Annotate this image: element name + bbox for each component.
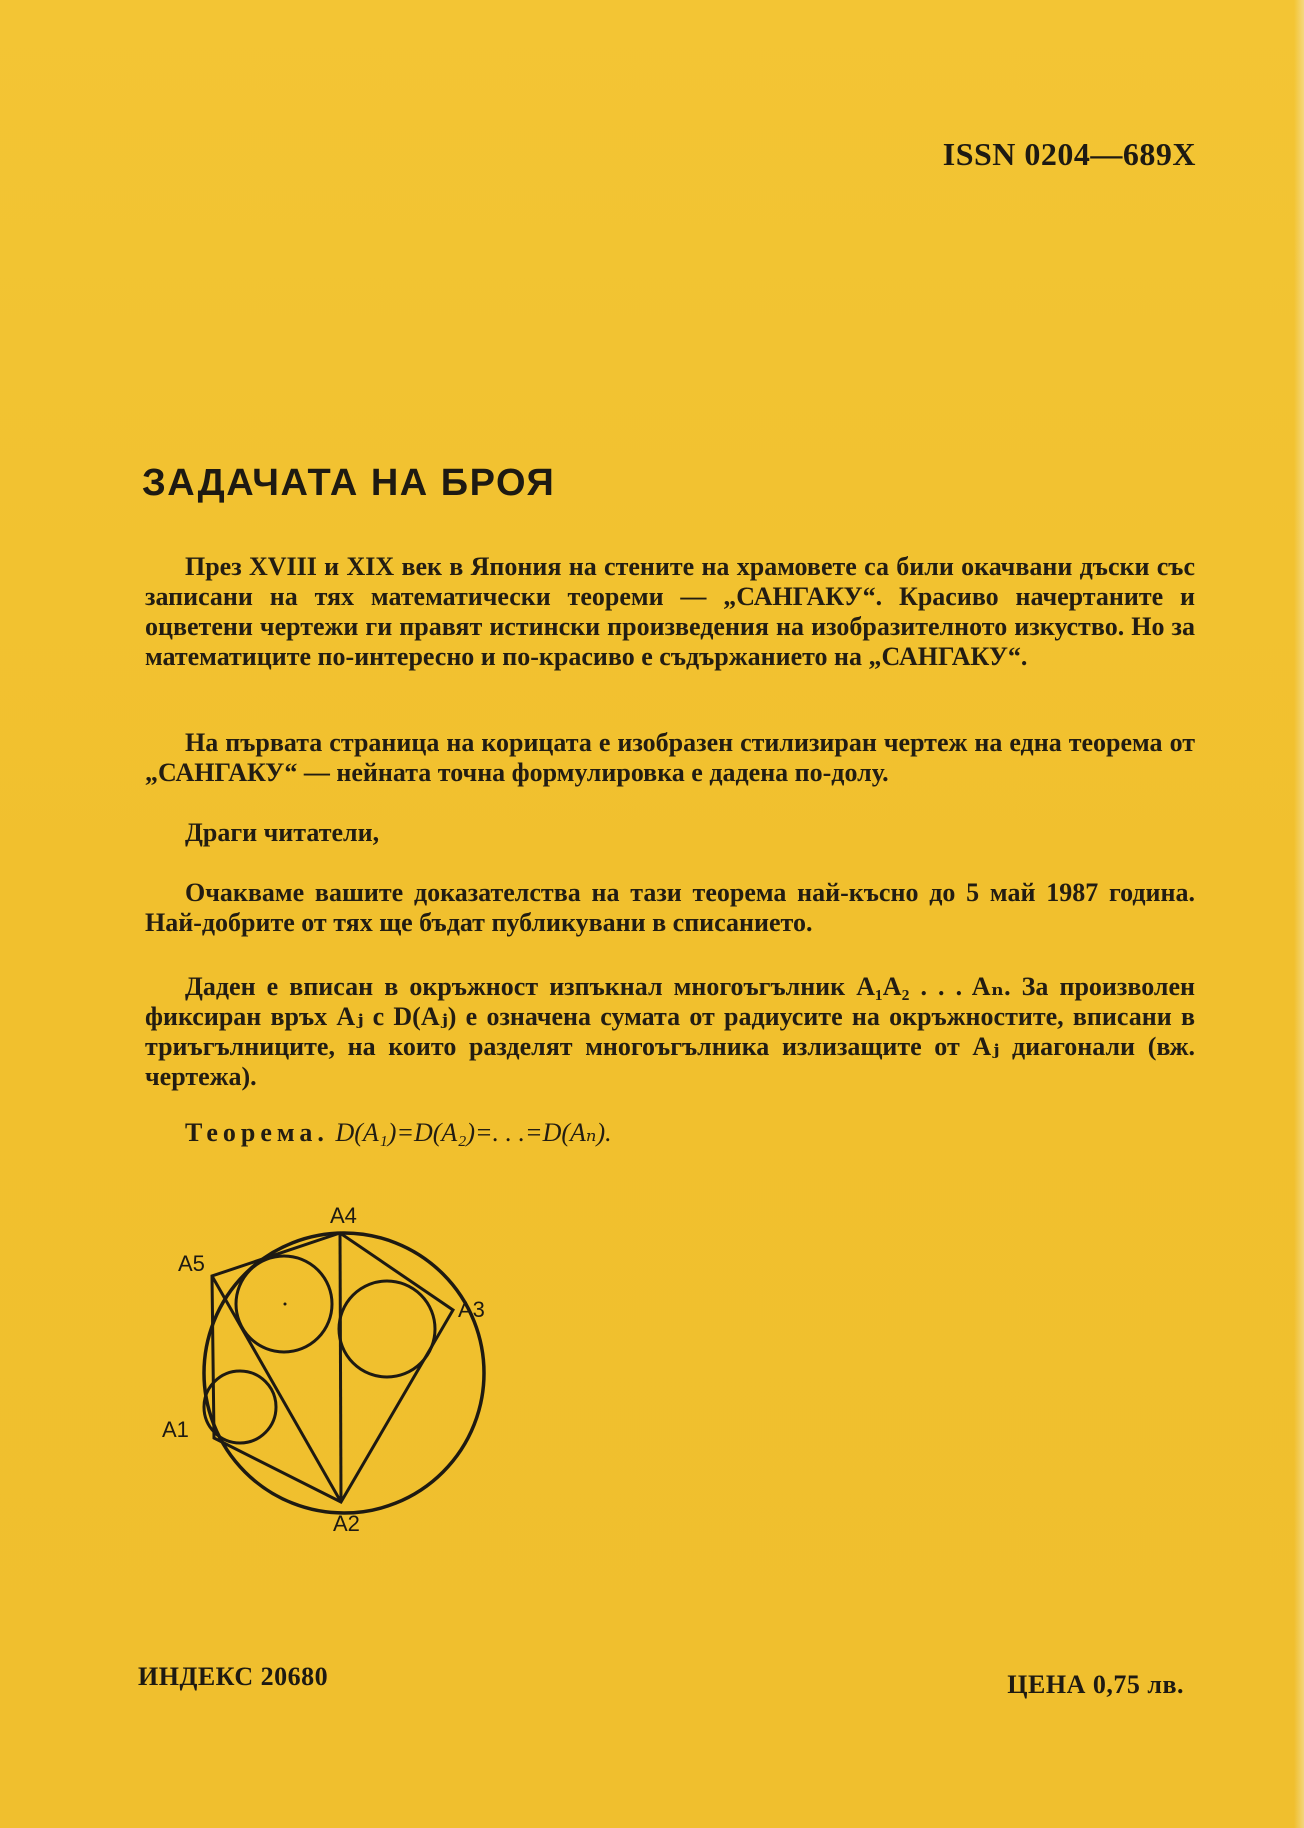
- diagonal-a2-a4: [340, 1233, 341, 1502]
- cover-paragraph: [145, 728, 1195, 788]
- incircle-a2-a3-a4: [339, 1281, 435, 1377]
- label-a2: A2: [333, 1511, 360, 1536]
- index-number: ИНДЕКС 20680: [138, 1662, 329, 1691]
- label-a1: A1: [162, 1417, 189, 1442]
- definition-paragraph-text: Даден е вписан в окръжност изпъкнал многоъгълник A₁A₂ . . . Aₙ. За произволен фиксиран връх Aⱼ с D(Aⱼ) е означена сумата от радиусите на окръжностите, вписани в триъгълниците, на които разделят многоъгълника излизащите от Aⱼ диагонали (вж. чертежа).: [145, 972, 1195, 1091]
- greeting-text: Драги читатели,: [185, 818, 380, 847]
- issn-number: ISSN 0204—689X: [942, 136, 1196, 172]
- center-dot: [284, 1303, 287, 1306]
- greeting: [145, 818, 1195, 848]
- label-a3: A3: [458, 1297, 485, 1322]
- definition-paragraph: [145, 972, 1195, 1092]
- sangaku-figure: [150, 1195, 530, 1545]
- label-a4: A4: [330, 1203, 357, 1228]
- deadline-paragraph: [145, 878, 1195, 938]
- cover-paragraph-text: На първата страница на корицата е изобразен стилизиран чертеж на една теорема от „САНГАКУ“ — нейната точна формулировка е дадена по-долу.: [145, 728, 1195, 787]
- label-a5: A5: [178, 1251, 205, 1276]
- theorem-statement: [145, 1118, 1195, 1148]
- sangaku-diagram: [150, 1195, 530, 1545]
- deadline-paragraph-text: Очакваме вашите доказателства на тази теорема най-късно до 5 май 1987 година. Най-добрите от тях ще бъдат публикувани в списанието.: [145, 878, 1195, 937]
- theorem-formula: D(A₁)=D(A₂)=. . .=D(Aₙ).: [335, 1118, 612, 1147]
- price: ЦЕНА 0,75 лв.: [1007, 1670, 1184, 1699]
- theorem-label: Теорема.: [185, 1118, 329, 1147]
- page-heading: ЗАДАЧАТА НА БРОЯ: [142, 462, 556, 504]
- intro-paragraph-text: През XVIII и XIX век в Япония на стените на храмовете са били окачвани дъски със записани на тях математически теореми — „САНГАКУ“. Красиво начертаните и оцветени чертежи ги правят истински произведения на изобразителното изкуство. Но за математиците по-интересно и по-красиво е съдържанието на „САНГАКУ“.: [145, 552, 1195, 671]
- page-edge: [1294, 0, 1304, 1828]
- intro-paragraph: [145, 552, 1195, 672]
